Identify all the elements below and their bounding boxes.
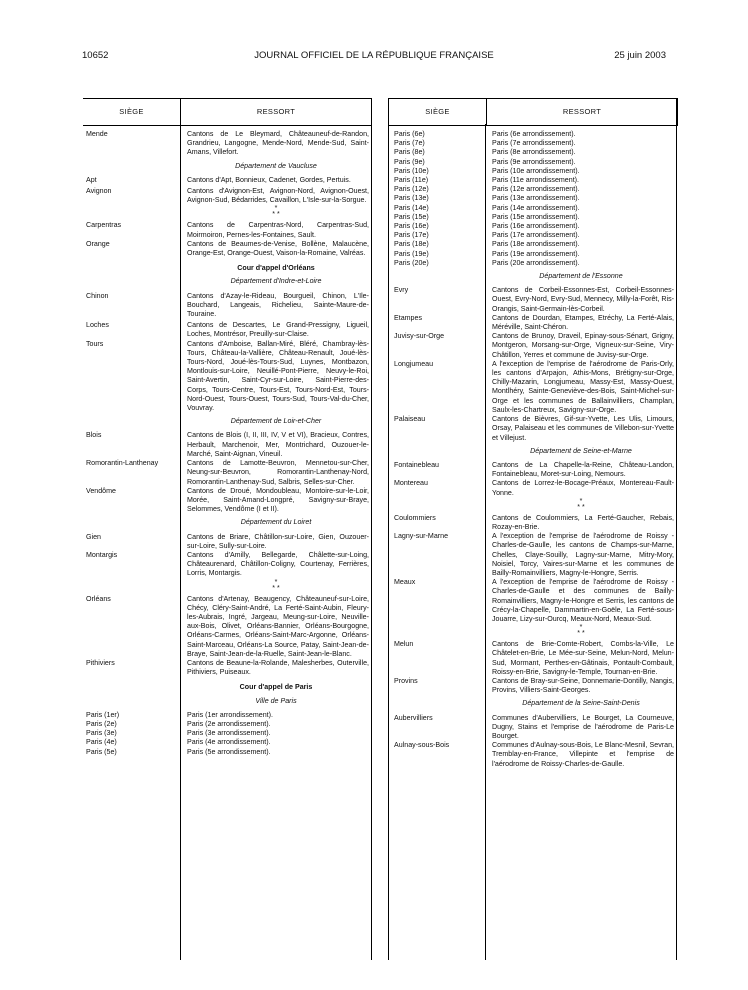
- ressort-cell: Cantons de Dourdan, Etampes, Etréchy, La Ferté-Alais, Méréville, Saint-Chéron.: [492, 313, 674, 332]
- table-row: [388, 714, 676, 742]
- ressort-cell: Paris (2e arrondissement).: [187, 719, 271, 728]
- table-row: [388, 532, 676, 578]
- ressort-cell: A l'exception de l'emprise de l'aérodrome de Roissy - Charles-de-Gaulle, les cantons de Champs-sur-Marne, Chelles, Claye-Souilly, Lagny-sur-Marne, Mitry-Mory, Noisiel, Torcy, Vaires-sur-Marne et les communes de Bailly-Romainvilliers, Magny-le-Hongre, Serris.: [492, 532, 674, 577]
- table-row: [83, 487, 371, 515]
- siege-cell: Paris (17e): [394, 231, 429, 240]
- page-header: [0, 50, 748, 64]
- department-heading: Département d'Indre-et-Loire: [230, 277, 322, 286]
- table-row: [83, 321, 371, 339]
- department-heading: Département de Loir-et-Cher: [230, 417, 322, 426]
- siege-cell: Paris (5e): [86, 747, 117, 756]
- table-header: [83, 98, 372, 126]
- table-body: [388, 130, 676, 769]
- table-border: [371, 98, 372, 960]
- header-siege: SIÈGE: [83, 99, 181, 125]
- ressort-cell: Cantons d'Azay-le-Rideau, Bourgueil, Chinon, L'Ile-Bouchard, Langeais, Richelieu, Sainte-Maure-de-Touraine.: [187, 291, 369, 319]
- separator-stars: * * *: [577, 497, 585, 511]
- siege-cell: Paris (14e): [394, 203, 429, 212]
- ressort-cell: Paris (17e arrondissement).: [492, 231, 580, 240]
- table-row: [83, 659, 371, 677]
- table-row: [388, 185, 676, 194]
- journal-title: JOURNAL OFFICIEL DE LA RÉPUBLIQUE FRANÇAISE: [254, 50, 494, 61]
- siege-cell: Pithiviers: [86, 658, 115, 667]
- ressort-cell: Cantons de Carpentras-Nord, Carpentras-Sud, Moirmoiron, Pernes-les-Fontaines, Sault.: [187, 221, 369, 239]
- department-heading: Département de Seine-et-Marne: [530, 446, 632, 455]
- table-row: [388, 204, 676, 213]
- table-row: [388, 332, 676, 360]
- siege-cell: Paris (18e): [394, 240, 429, 249]
- department-heading: Département du Loiret: [240, 518, 312, 527]
- table-row: [83, 595, 371, 659]
- siege-cell: Paris (12e): [394, 185, 429, 194]
- siege-cell: Montereau: [394, 479, 428, 488]
- table-row: [83, 187, 371, 205]
- ressort-cell: Cantons d'Avignon-Est, Avignon-Nord, Avignon-Ouest, Avignon-Sud, Bédarrides, Cavaillon, L'Isle-sur-la-Sorgue.: [187, 187, 369, 205]
- court-heading: Cour d'appel de Paris: [239, 683, 313, 692]
- ressort-cell: Paris (11e arrondissement).: [492, 176, 579, 185]
- table-row: [83, 738, 371, 747]
- ressort-cell: Paris (8e arrondissement).: [492, 148, 576, 157]
- siege-cell: Paris (19e): [394, 249, 429, 258]
- table-row: [83, 459, 371, 487]
- ressort-cell: Cantons de La Chapelle-la-Reine, Château-Landon, Fontainebleau, Moret-sur-Loing, Nemours.: [492, 460, 674, 479]
- siege-cell: Paris (7e): [394, 139, 425, 148]
- ressort-cell: Paris (1er arrondissement).: [187, 710, 273, 719]
- table-row: [83, 748, 371, 757]
- ressort-cell: Cantons de Brunoy, Draveil, Epinay-sous-Sénart, Grigny, Montgeron, Morsang-sur-Orge, Vigneux-sur-Seine, Viry-Châtillon, Yerres et commune de Juvisy-sur-Orge.: [492, 332, 674, 359]
- ressort-cell: Communes d'Aubervilliers, Le Bourget, La Courneuve, Dugny, Stains et l'emprise de l'aérodrome de Paris-Le Bourget.: [492, 713, 674, 740]
- ressort-cell: Paris (16e arrondissement).: [492, 222, 580, 231]
- table-row: [388, 479, 676, 497]
- siege-cell: Blois: [86, 431, 102, 440]
- table-row: [388, 415, 676, 443]
- siege-cell: Vendôme: [86, 486, 116, 495]
- department-heading: Département de la Seine-Saint-Denis: [522, 699, 640, 708]
- table-row: [388, 194, 676, 203]
- page-number: 10652: [82, 50, 109, 61]
- ressort-cell: Cantons de Beaune-la-Rolande, Malesherbes, Outerville, Pithiviers, Puiseaux.: [187, 658, 369, 677]
- siege-cell: Coulommiers: [394, 513, 436, 522]
- table-row: [388, 130, 676, 139]
- ressort-cell: A l'exception de l'emprise de l'aérodrome de Paris-Orly, les cantons d'Arpajon, Athis-Mons, Brétigny-sur-Orge, Chilly-Mazarin, Longjumeau, Massy-Est, Massy-Ouest, Montlhéry, Sainte-Geneviève-des-Bois, Saint-Michel-sur-Orge et les communes de Ballainvilliers, Champlan, Saulx-les-Chartreux, Savigny-sur-Orge.: [492, 359, 674, 414]
- table-row: [83, 340, 371, 414]
- ressort-cell: Cantons d'Apt, Bonnieux, Cadenet, Gordes, Pertuis.: [187, 175, 351, 184]
- siege-cell: Apt: [86, 175, 97, 184]
- city-heading: Ville de Paris: [255, 696, 297, 705]
- siege-cell: Tours: [86, 339, 104, 348]
- siege-cell: Loches: [86, 321, 109, 330]
- ressort-cell: Paris (19e arrondissement).: [492, 249, 580, 258]
- ressort-cell: Cantons de Brie-Comte-Robert, Combs-la-Ville, Le Châtelet-en-Brie, Le Mée-sur-Seine, Melun-Nord, Melun-Sud, Mormant, Perthes-en-Gâtinais, Pontault-Combault, Roissy-en-Brie, Savigny-le-Temple, Tournan-en-Brie.: [492, 640, 674, 676]
- ressort-cell: Cantons de Lorrez-le-Bocage-Préaux, Montereau-Fault-Yonne.: [492, 479, 674, 497]
- table-row: [388, 240, 676, 249]
- siege-cell: Melun: [394, 640, 414, 649]
- siege-cell: Etampes: [394, 313, 422, 322]
- separator-stars: * * *: [577, 624, 585, 638]
- ressort-cell: Paris (4e arrondissement).: [187, 738, 271, 747]
- ressort-cell: Paris (13e arrondissement).: [492, 194, 580, 203]
- separator-stars: * * *: [272, 578, 280, 592]
- ressort-cell: Cantons de Le Bleymard, Châteauneuf-de-Randon, Grandrieu, Langogne, Mende-Nord, Mende-Sud, Saint-Amans, Villefort.: [187, 130, 369, 157]
- table-row: [83, 431, 371, 459]
- ressort-cell: Paris (12e arrondissement).: [492, 185, 580, 194]
- table-border: [676, 98, 677, 960]
- publication-date: 25 juin 2003: [614, 50, 666, 61]
- siege-cell: Juvisy-sur-Orge: [394, 332, 445, 341]
- table-row: [388, 259, 676, 268]
- table-row: [388, 213, 676, 222]
- ressort-cell: Cantons de Blois (I, II, III, IV, V et VI), Bracieux, Contres, Herbault, Marchenoir, Mer, Montrichard, Ouzouer-le-Marché, Saint-Aignan, Vineuil.: [187, 431, 369, 458]
- ressort-cell: Paris (7e arrondissement).: [492, 139, 576, 148]
- siege-cell: Paris (16e): [394, 222, 429, 231]
- ressort-cell: Cantons d'Artenay, Beaugency, Châteauneuf-sur-Loire, Chécy, Cléry-Saint-André, La Ferté-Saint-Aubin, Fleury-les-Aubrais, Ingré, Jargeau, Meung-sur-Loire, Neuville-aux-Bois, Olivet, Orléans-Bannier, Orléans-Bourgogne, Orléans-Carmes, Orléans-Saint-Marc-Argonne, Orléans-Saint-Marceau, Orléans-La Source, Patay, Saint-Jean-de-Braye, Saint-Jean-de-la-Ruelle, Saint-Jean-le-Blanc.: [187, 594, 369, 658]
- siege-cell: Paris (15e): [394, 212, 429, 221]
- table-row: [388, 139, 676, 148]
- ressort-cell: Communes d'Aulnay-sous-Bois, Le Blanc-Mesnil, Sevran, Tremblay-en-France, Villepinte et l'emprise de l'aérodrome de Roissy-Charles-de-Gaulle.: [492, 741, 674, 768]
- table-row: [83, 551, 371, 579]
- ressort-cell: Paris (3e arrondissement).: [187, 729, 271, 738]
- ressort-cell: Cantons de Droué, Mondoubleau, Montoire-sur-le-Loir, Morée, Saint-Amand-Longpré, Savigny-sur-Braye, Selommes, Vendôme (I et II).: [187, 486, 369, 514]
- ressort-cell: Cantons de Descartes, Le Grand-Pressigny, Ligueil, Loches, Montrésor, Preuilly-sur-Claise.: [187, 321, 369, 339]
- ressort-cell: Cantons de Coulommiers, La Ferté-Gaucher, Rebais, Rozay-en-Brie.: [492, 513, 674, 531]
- ressort-cell: Paris (14e arrondissement).: [492, 203, 580, 212]
- table-row: [388, 677, 676, 695]
- table-row: [83, 130, 371, 158]
- siege-cell: Paris (8e): [394, 148, 425, 157]
- table-row: [388, 360, 676, 415]
- table-row: [388, 158, 676, 167]
- ressort-cell: Cantons d'Amilly, Bellegarde, Châlette-sur-Loing, Châteaurenard, Châtillon-Coligny, Courtenay, Ferrières, Lorris, Montargis.: [187, 550, 369, 578]
- ressort-cell: Cantons de Corbeil-Essonnes-Est, Corbeil-Essonnes-Ouest, Evry-Nord, Evry-Sud, Mennecy, Milly-la-Forêt, Ris-Orangis, Saint-Germain-lès-Corbeil.: [492, 286, 674, 313]
- siege-cell: Montargis: [86, 550, 118, 559]
- table-row: [388, 231, 676, 240]
- siege-cell: Chinon: [86, 291, 109, 300]
- table-row: [83, 720, 371, 729]
- ressort-cell: Cantons de Bray-sur-Seine, Donnemarie-Dontilly, Nangis, Provins, Villiers-Saint-Georges.: [492, 676, 674, 695]
- ressort-cell: Paris (5e arrondissement).: [187, 747, 271, 756]
- siege-cell: Meaux: [394, 578, 416, 587]
- court-heading: Cour d'appel d'Orléans: [237, 264, 315, 273]
- siege-cell: Fontainebleau: [394, 460, 439, 469]
- table-row: [388, 222, 676, 231]
- table-row: [83, 711, 371, 720]
- department-heading: Département de Vaucluse: [235, 161, 317, 170]
- siege-cell: Paris (13e): [394, 194, 429, 203]
- siege-cell: Paris (4e): [86, 738, 117, 747]
- header-ressort: RESSORT: [256, 107, 296, 116]
- siege-cell: Paris (9e): [394, 157, 425, 166]
- siege-cell: Mende: [86, 130, 108, 138]
- separator-stars: * * *: [272, 205, 280, 219]
- siege-cell: Romorantin-Lanthenay: [86, 459, 159, 468]
- siege-cell: Palaiseau: [394, 415, 426, 424]
- siege-cell: Orange: [86, 239, 110, 248]
- table-row: [388, 250, 676, 259]
- ressort-cell: Cantons d'Amboise, Ballan-Miré, Bléré, Chambray-lès-Tours, Château-la-Vallière, Château-Renault, Joué-lès-Tours-Nord, Joué-lès-Tours-Sud, Luynes, Montbazon, Montlouis-sur-Loire, Neuillé-Pont-Pierre, Neuvy-le-Roi, Saint-Avertin, Saint-Cyr-sur-Loire, Saint-Pierre-des-Corps, Tours-Centre, Tours-Est, Tours-Nord-Est, Tours-Nord-Ouest, Tours-Ouest, Tours-Sud, Tours-Val-du-Cher, Vouvray.: [187, 339, 369, 413]
- ressort-cell: Paris (9e arrondissement).: [492, 157, 576, 166]
- siege-cell: Paris (1er): [86, 710, 120, 719]
- department-heading: Département de l'Essonne: [539, 272, 623, 281]
- siege-cell: Paris (20e): [394, 258, 429, 267]
- ressort-cell: A l'exception de l'emprise de l'aérodrome de Roissy - Charles-de-Gaulle et des communes de Bailly-Romainvilliers, Magny-le-Hongre et Serris, les cantons de Crécy-la-Chapelle, Dammartin-en-Goële, La Ferté-sous-Jouarre, Lizy-sur-Ourcq, Meaux-Nord, Meaux-Sud.: [492, 578, 674, 623]
- ressort-cell: Cantons de Beaumes-de-Venise, Bollène, Malaucène, Orange-Est, Orange-Ouest, Vaison-la-Romaine, Valréas.: [187, 239, 369, 258]
- siege-cell: Orléans: [86, 594, 111, 603]
- table-row: [83, 729, 371, 738]
- table-row: [388, 640, 676, 677]
- table-row: [388, 286, 676, 314]
- siege-cell: Paris (2e): [86, 719, 117, 728]
- left-table: [83, 98, 373, 960]
- table-row: [388, 314, 676, 332]
- table-row: [83, 221, 371, 239]
- table-row: [388, 578, 676, 624]
- table-row: [83, 240, 371, 258]
- siege-cell: Paris (11e): [394, 176, 429, 185]
- table-row: [388, 176, 676, 185]
- table-body: [83, 130, 371, 757]
- table-row: [388, 148, 676, 157]
- header-ressort: RESSORT: [562, 107, 602, 116]
- ressort-cell: Paris (15e arrondissement).: [492, 212, 580, 221]
- table-row: [388, 741, 676, 769]
- siege-cell: Carpentras: [86, 221, 122, 230]
- siege-cell: Evry: [394, 286, 409, 295]
- siege-cell: Paris (3e): [86, 729, 117, 738]
- header-siege: SIÈGE: [389, 99, 487, 125]
- siege-cell: Lagny-sur-Marne: [394, 532, 449, 541]
- table-row: [83, 533, 371, 551]
- ressort-cell: Paris (10e arrondissement).: [492, 166, 580, 175]
- ressort-cell: Cantons de Bièvres, Gif-sur-Yvette, Les Ulis, Limours, Orsay, Palaiseau et les communes de Villebon-sur-Yvette et Villejust.: [492, 415, 674, 442]
- ressort-cell: Cantons de Briare, Châtillon-sur-Loire, Gien, Ouzouer-sur-Loire, Sully-sur-Loire.: [187, 532, 369, 550]
- table-row: [83, 176, 371, 185]
- table-header: [388, 98, 678, 126]
- right-table: [388, 98, 678, 960]
- ressort-cell: Paris (6e arrondissement).: [492, 130, 576, 138]
- ressort-cell: Paris (20e arrondissement).: [492, 258, 580, 267]
- table-row: [388, 167, 676, 176]
- ressort-cell: Paris (18e arrondissement).: [492, 240, 580, 249]
- table-row: [83, 292, 371, 320]
- siege-cell: Provins: [394, 676, 418, 685]
- ressort-cell: Cantons de Lamotte-Beuvron, Mennetou-sur-Cher, Neung-sur-Beuvron, Romorantin-Lanthenay-Nord, Romorantin-Lanthenay-Sud, Salbris, Selles-sur-Cher.: [187, 459, 369, 486]
- siege-cell: Aulnay-sous-Bois: [394, 741, 450, 750]
- siege-cell: Paris (6e): [394, 130, 425, 138]
- siege-cell: Avignon: [86, 187, 112, 196]
- siege-cell: Paris (10e): [394, 166, 429, 175]
- siege-cell: Longjumeau: [394, 359, 434, 368]
- siege-cell: Gien: [86, 532, 101, 541]
- siege-cell: Aubervilliers: [394, 713, 433, 722]
- table-row: [388, 461, 676, 479]
- table-row: [388, 514, 676, 532]
